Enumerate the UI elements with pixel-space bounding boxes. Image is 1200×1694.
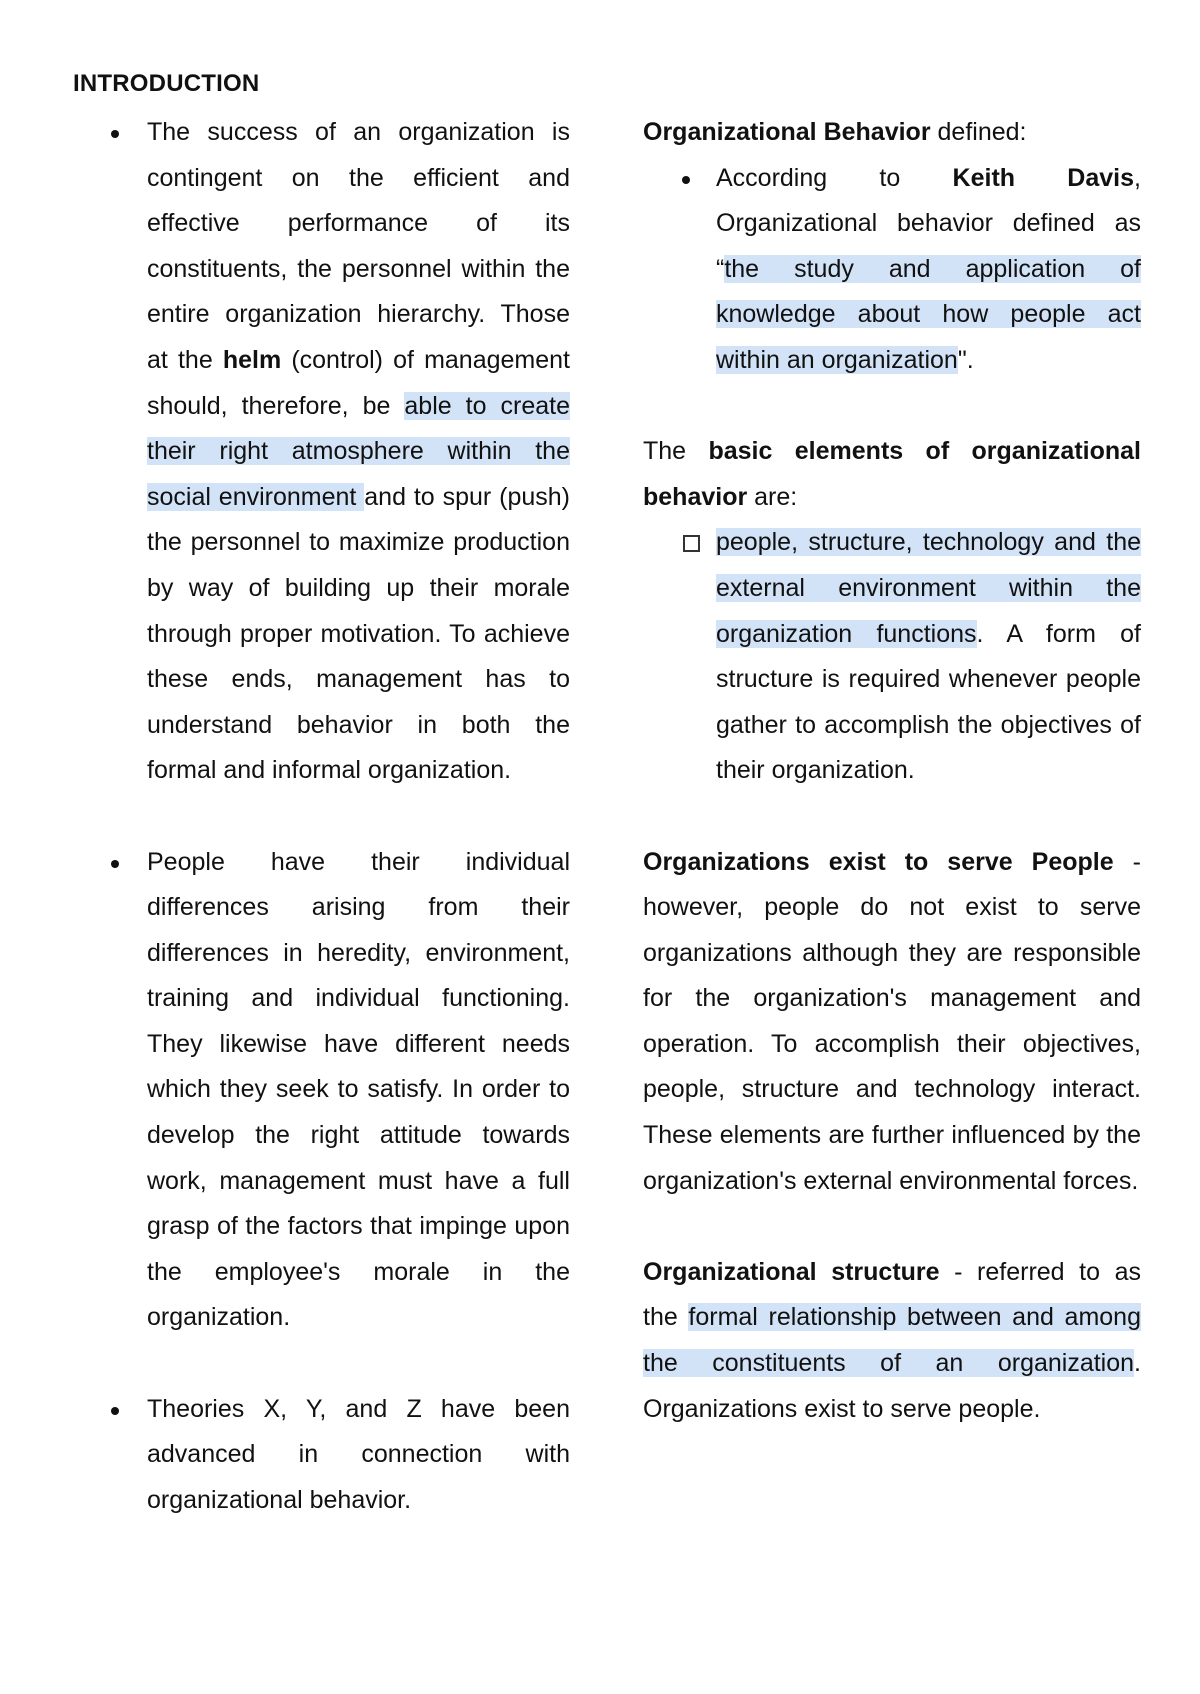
organizational-structure-paragraph: Organizational structure - referred to as the formal relationship between and among the constituents of an organization. Organizations exist to serve people.	[643, 1257, 1141, 1423]
basic-elements-heading: The basic elements of organizational behavior are:	[643, 437, 1141, 511]
list-item-basic-elements: people, structure, technology and the external environment within the organization functions. A form of structure is required whenever people gather to accomplish the objectives of their organization.	[643, 520, 1141, 794]
organizations-exist-paragraph: Organizations exist to serve People - however, people do not exist to serve organizations although they are responsible for the organization's management and operation. To accomplish their objectives, people, structure and technology interact. These elements are further influenced by the organization's external environmental forces.	[643, 847, 1141, 1195]
ob-definition-heading: Organizational Behavior defined:	[643, 118, 1027, 146]
bold-term: Keith Davis	[952, 163, 1135, 192]
bullet-icon	[111, 130, 119, 138]
right-column	[643, 110, 1141, 1432]
highlighted-text: able to create their right atmosphere within the social environment	[147, 391, 570, 511]
bullet-icon	[111, 860, 119, 868]
square-bullet-icon	[683, 535, 700, 552]
left-column	[108, 110, 570, 1523]
bullet-icon	[111, 1407, 119, 1415]
list-item-keith-davis: According to Keith Davis, Organizational behavior defined as “the study and application of knowledge about how people act within an organization".	[643, 156, 1141, 384]
section-heading: INTRODUCTION	[73, 70, 260, 97]
highlighted-text: the study and application of knowledge about how people act within an organization	[716, 254, 1141, 374]
list-item-theories: Theories X, Y, and Z have been advanced in connection with organizational behavior.	[108, 1387, 570, 1524]
bold-term: helm	[222, 345, 282, 374]
list-item-differences: People have their individual differences arising from their differences in heredity, environment, training and individual functioning. They likewise have different needs which they seek to satisfy. In order to develop the right attitude towards work, management must have a full grasp of the factors that impinge upon the employee's morale in the organization.	[108, 840, 570, 1342]
highlighted-text: people, structure, technology and the external environment within the organization functions	[716, 528, 1141, 648]
highlighted-text: formal relationship between and among the constituents of an organization	[643, 1303, 1141, 1378]
list-item-success: The success of an organization is contingent on the efficient and effective performance of its constituents, the personnel within the entire organization hierarchy. Those at the helm (control) of management should, therefore, be able to create their right atmosphere within the social environment and to spur (push) the personnel to maximize production by way of building up their morale through proper motivation. To achieve these ends, management has to understand behavior in both the formal and informal organization.	[108, 110, 570, 794]
bullet-icon	[682, 176, 690, 184]
